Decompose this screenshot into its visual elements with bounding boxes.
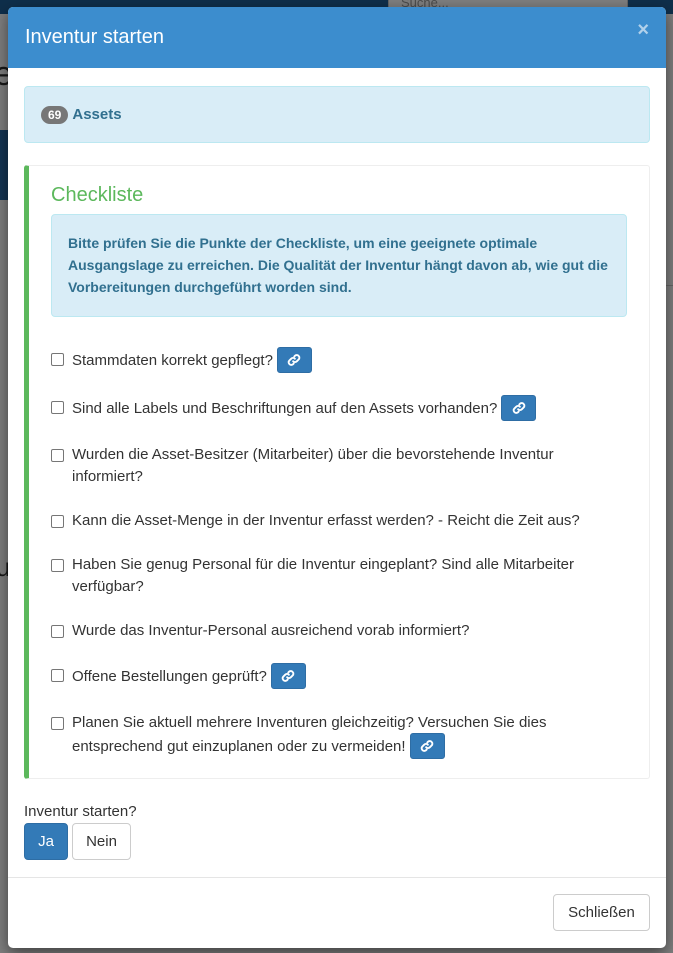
modal-title: Inventur starten: [25, 26, 164, 48]
checklist-item-label: Kann die Asset-Menge in der Inventur erfasst werden? - Reicht die Zeit aus?: [72, 512, 580, 529]
assets-summary: [24, 86, 650, 143]
close-icon[interactable]: ×: [637, 19, 649, 41]
checklist-link-button[interactable]: [277, 347, 312, 373]
assets-count-badge: 69: [41, 106, 68, 124]
checklist-item-text: [72, 444, 627, 488]
checklist-item-label: Offene Bestellungen geprüft?: [72, 667, 267, 685]
start-section: [24, 803, 650, 860]
checklist-link-button[interactable]: [271, 663, 306, 689]
checklist-item-label: Sind alle Labels und Beschriftungen auf den Assets vorhanden?: [72, 399, 498, 417]
checklist-checkbox[interactable]: [51, 669, 64, 682]
checklist-item: [51, 664, 627, 690]
checklist-items: [51, 348, 627, 760]
modal-header: [8, 7, 666, 68]
checklist-item: [51, 712, 627, 760]
checklist-info: Bitte prüfen Sie die Punkte der Checkliste, um eine geeignete optimale Ausgangslage zu erreichen. Die Qualität der Inventur hängt davon ab, wie gut die Vorbereitungen durchgeführt worden sind.: [51, 214, 627, 317]
no-button[interactable]: Nein: [72, 823, 131, 860]
assets-label: Assets: [72, 106, 122, 123]
link-icon: [420, 739, 434, 753]
modal-body: [8, 68, 666, 860]
checklist-checkbox[interactable]: [51, 559, 64, 572]
checklist-item-text: [72, 396, 627, 422]
start-question: Inventur starten?: [24, 803, 137, 820]
modal-footer: [8, 877, 666, 948]
close-button[interactable]: Schließen: [553, 894, 650, 931]
checklist-item: [51, 348, 627, 374]
checklist-item: [51, 510, 627, 532]
checklist-item-label: Wurde das Inventur-Personal ausreichend vorab informiert?: [72, 622, 470, 639]
checklist-checkbox[interactable]: [51, 353, 64, 366]
checklist-checkbox[interactable]: [51, 515, 64, 528]
checklist-item-label: Haben Sie genug Personal für die Inventur eingeplant? Sind alle Mitarbeiter verfügbar?: [72, 556, 574, 595]
checklist-item-text: [72, 554, 627, 598]
checklist-item: [51, 396, 627, 422]
checklist-item-text: [72, 620, 627, 642]
checklist-item-label: Planen Sie aktuell mehrere Inventuren gleichzeitig? Versuchen Sie dies entsprechend gut einzuplanen oder zu vermeiden!: [72, 714, 547, 755]
checklist-item: [51, 444, 627, 488]
checklist-title: Checkliste: [51, 184, 144, 206]
checklist-checkbox[interactable]: [51, 717, 64, 730]
link-icon: [281, 669, 295, 683]
link-icon: [287, 353, 301, 367]
checklist-item-label: Stammdaten korrekt gepflegt?: [72, 351, 273, 369]
checklist-item-text: [72, 348, 627, 374]
checklist-checkbox[interactable]: [51, 625, 64, 638]
inventory-start-modal: [8, 7, 666, 948]
checklist-checkbox[interactable]: [51, 401, 64, 414]
checklist-link-button[interactable]: [501, 395, 536, 421]
checklist-item-text: [72, 510, 627, 532]
start-button-group: [24, 823, 650, 860]
checklist-checkbox[interactable]: [51, 449, 64, 462]
checklist-item-label: Wurden die Asset-Besitzer (Mitarbeiter) über die bevorstehende Inventur informiert?: [72, 446, 554, 485]
yes-button[interactable]: Ja: [24, 823, 68, 860]
link-icon: [512, 401, 526, 415]
checklist-panel: [24, 165, 650, 779]
checklist-link-button[interactable]: [410, 733, 445, 759]
checklist-item-text: [72, 712, 627, 760]
checklist-item: [51, 620, 627, 642]
checklist-item-text: [72, 664, 627, 690]
checklist-item: [51, 554, 627, 598]
